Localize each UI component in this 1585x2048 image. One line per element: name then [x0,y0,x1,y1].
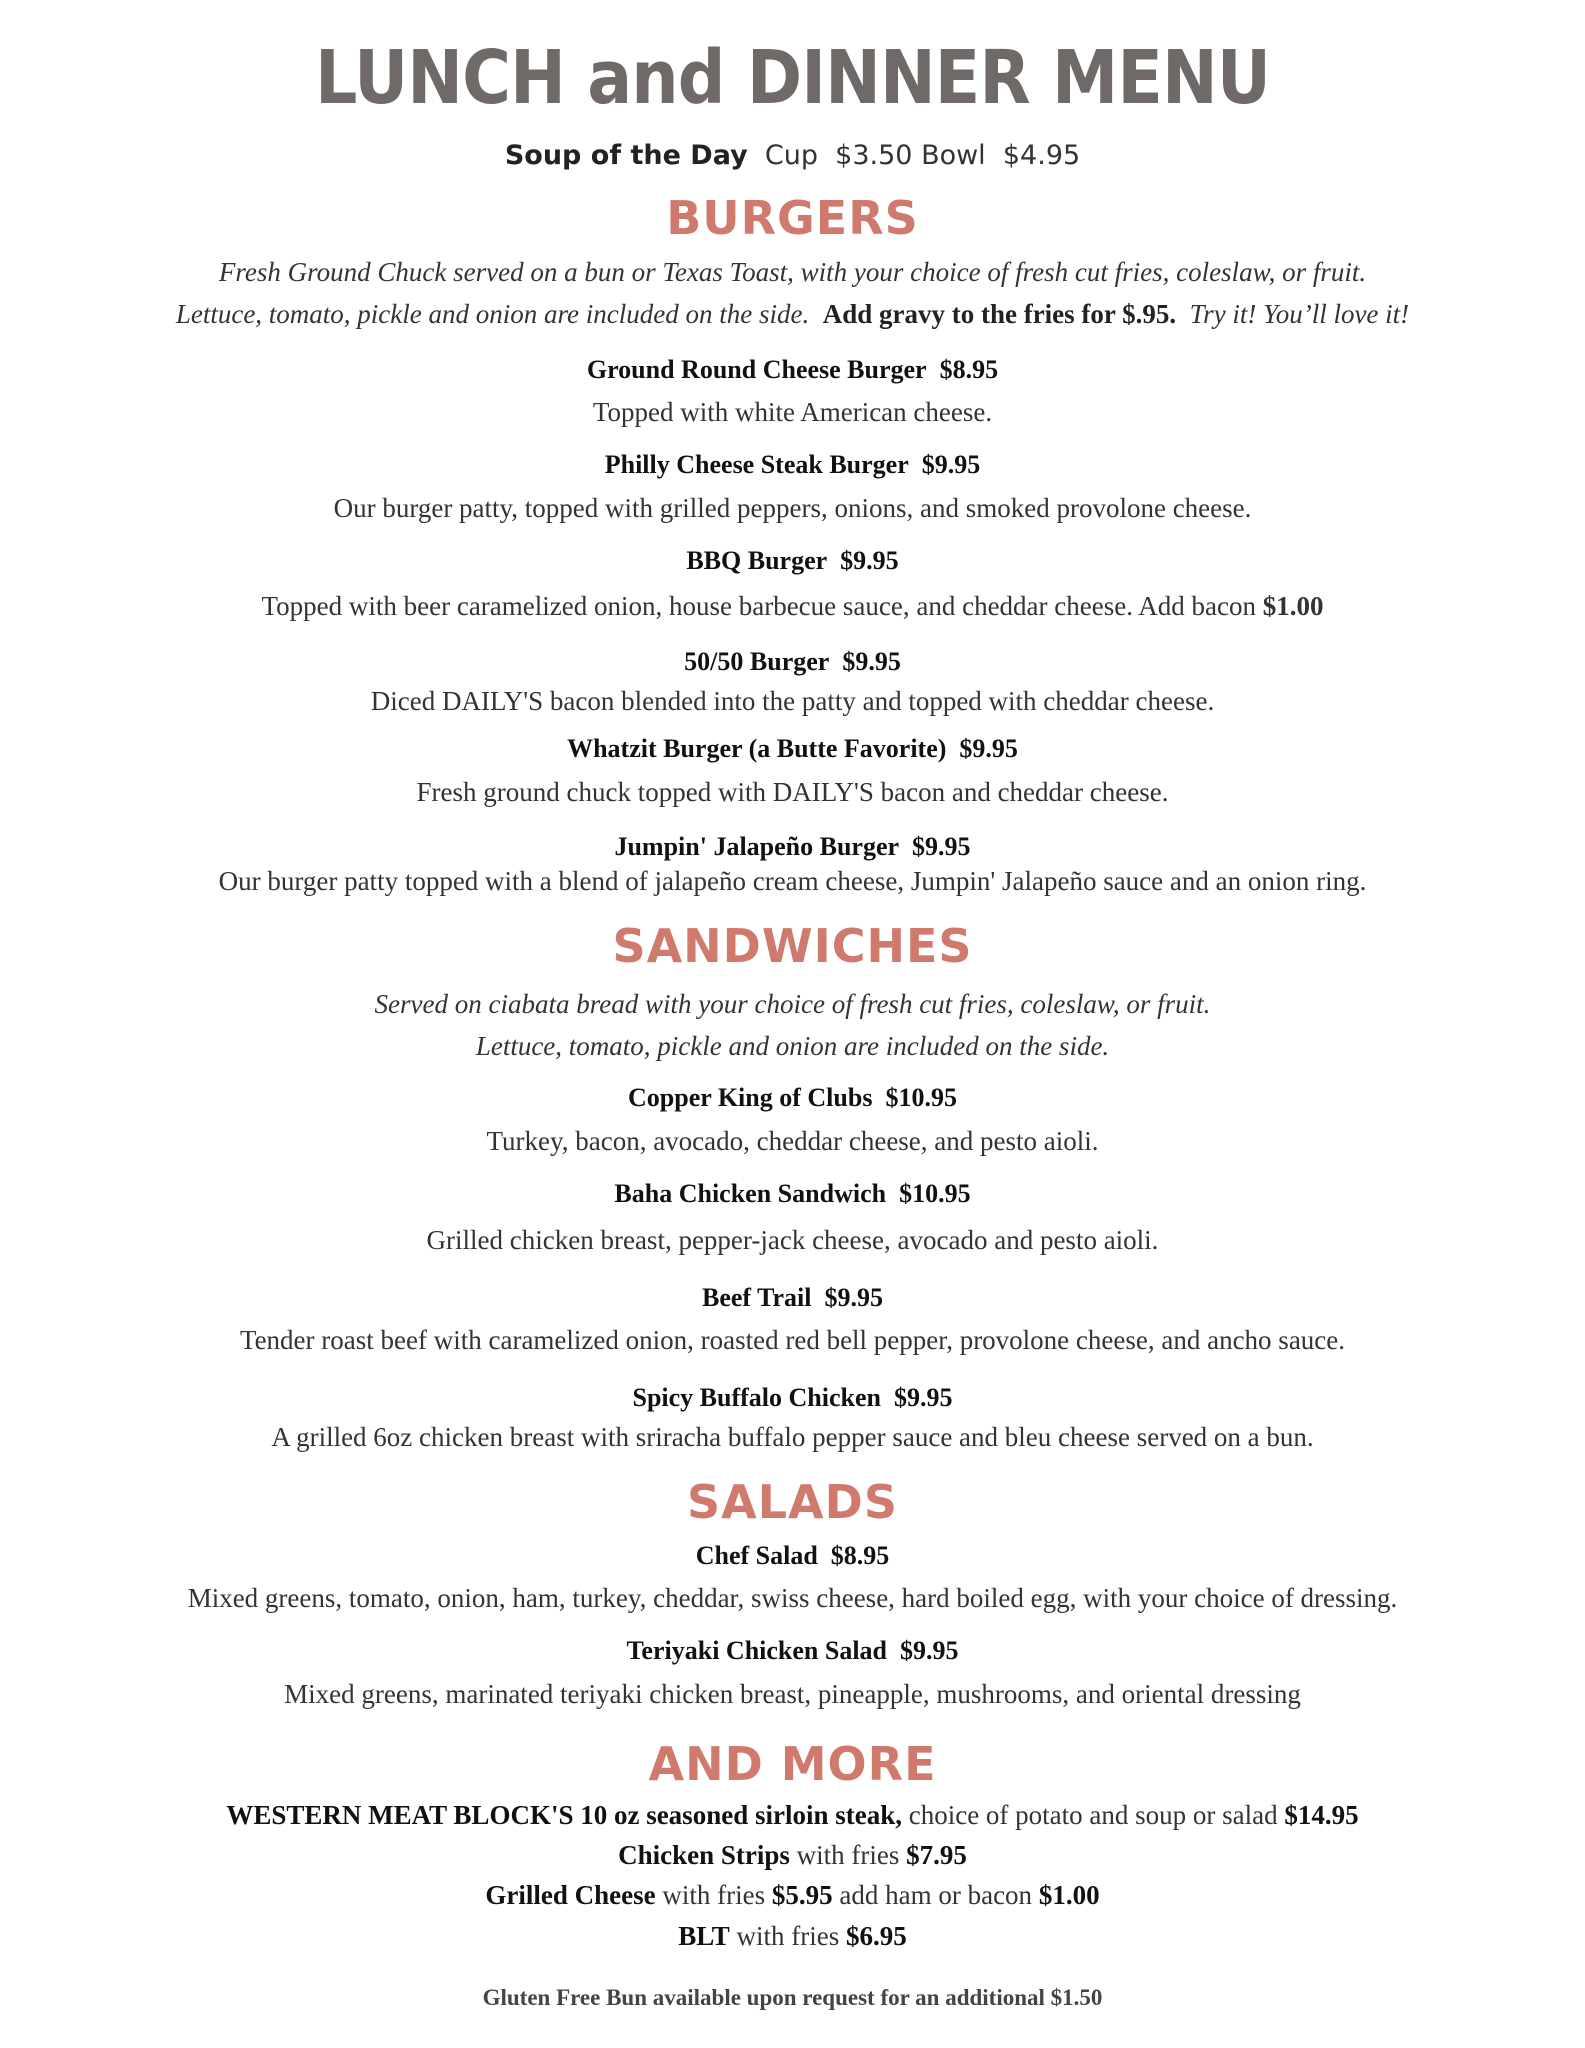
menu-item-desc: A grilled 6oz chicken breast with sriracha buffalo pepper sauce and bleu cheese served on a bun. [271,1422,1314,1452]
soup-label: Soup of the Day [504,140,748,171]
grilled-price: $5.95 [771,1880,833,1910]
burgers-intro-line1: Fresh Ground Chuck served on a bun or Texas Toast, with your choice of fresh cut fries, coleslaw, or fruit. [218,257,1367,287]
blt-desc: with fries [736,1921,840,1951]
soup-cup-label: Cup [764,140,818,171]
menu-item-name [0,543,1585,579]
menu-item-name [0,1280,1585,1316]
item-desc-text: Topped with beer caramelized onion, house barbecue sauce, and cheddar cheese. Add bacon [261,591,1256,621]
grilled-add: add ham or bacon [839,1880,1033,1910]
item-name: Baha Chicken Sandwich [614,1179,887,1208]
strips-name: Chicken Strips [618,1840,790,1870]
soup-of-the-day [0,138,1585,174]
and-more-heading: AND MORE [648,1737,937,1791]
item-name: Copper King of Clubs [628,1083,873,1112]
menu-item-desc: Mixed greens, marinated teriyaki chicken breast, pineapple, mushrooms, and oriental dressing [284,1679,1301,1709]
menu-item-desc: Tender roast beef with caramelized onion, roasted red bell pepper, provolone cheese, and ancho sauce. [239,1325,1346,1355]
item-name: BBQ Burger [686,546,828,575]
item-price: $9.95 [824,1283,883,1312]
menu-item-name [0,1080,1585,1116]
item-name: Teriyaki Chicken Salad [626,1636,888,1665]
item-price: $9.95 [840,546,899,575]
menu-item-name [0,1538,1585,1574]
menu-item-desc: Fresh ground chuck topped with DAILY'S bacon and cheddar cheese. [416,777,1169,807]
item-price: $9.95 [959,734,1018,763]
item-price: $9.95 [894,1383,953,1412]
menu-item-name [0,1633,1585,1669]
item-price: $8.95 [939,355,999,384]
item-price: $10.95 [899,1179,971,1208]
burgers-intro-tryit: Try it! You’ll love it! [1189,299,1410,329]
soup-cup-price: $3.50 [835,140,913,171]
add-bacon-price: $1.00 [1262,591,1324,621]
menu-item-desc: Our burger patty topped with a blend of jalapeño cream cheese, Jumpin' Jalapeño sauce and an onion ring. [218,866,1367,896]
item-name: Jumpin' Jalapeño Burger [614,832,900,861]
grilled-cheese-line [0,1877,1585,1913]
menu-item-name [0,829,1585,865]
blt-line [0,1918,1585,1954]
steak-name: WESTERN MEAT BLOCK'S 10 oz seasoned sirloin steak, [226,1800,902,1830]
soup-bowl-price: $4.95 [1002,140,1081,171]
menu-item-name [0,1380,1585,1416]
item-name: Beef Trail [701,1283,812,1312]
blt-price: $6.95 [846,1921,907,1951]
blt-name: BLT [678,1921,730,1951]
item-price: $9.95 [842,647,901,676]
soup-bowl-label: Bowl [921,140,986,171]
menu-item-desc: Mixed greens, tomato, onion, ham, turkey, cheddar, swiss cheese, hard boiled egg, with your choice of dressing. [187,1583,1398,1613]
sandwiches-intro-line1: Served on ciabata bread with your choice of fresh cut fries, coleslaw, or fruit. [374,989,1211,1019]
menu-item-desc: Turkey, bacon, avocado, cheddar cheese, and pesto aioli. [486,1126,1099,1156]
item-name: Philly Cheese Steak Burger [604,450,909,479]
item-price: $9.95 [921,450,981,479]
page-title: LUNCH and DINNER MENU [314,35,1271,121]
menu-item-name [0,447,1585,483]
strips-desc: with fries [796,1840,900,1870]
burgers-heading: BURGERS [666,191,919,245]
salads-heading: SALADS [687,1475,898,1529]
menu-item-name [0,644,1585,680]
item-name: Whatzit Burger (a Butte Favorite) [567,734,947,763]
item-name: Chef Salad [695,1541,818,1570]
item-name: Spicy Buffalo Chicken [632,1383,881,1412]
sandwiches-heading: SANDWICHES [612,919,973,973]
grilled-name: Grilled Cheese [485,1880,656,1910]
grilled-add-price: $1.00 [1038,1880,1100,1910]
gluten-free-note: Gluten Free Bun available upon request for an additional $1.50 [482,1985,1103,2010]
strips-price: $7.95 [906,1840,967,1870]
menu-item-name [0,352,1585,388]
burgers-intro-line2 [0,296,1585,332]
menu-item-desc: Diced DAILY'S bacon blended into the patty and topped with cheddar cheese. [370,686,1215,716]
item-price: $9.95 [900,1636,959,1665]
menu-item-desc: Topped with white American cheese. [592,397,993,427]
menu-item-name [0,731,1585,767]
menu-item-desc: Our burger patty, topped with grilled peppers, onions, and smoked provolone cheese. [333,493,1252,523]
grilled-desc: with fries [662,1880,766,1910]
sandwiches-intro-line2: Lettuce, tomato, pickle and onion are included on the side. [475,1031,1110,1061]
chicken-strips-line [0,1837,1585,1873]
steak-price: $14.95 [1284,1800,1359,1830]
menu-item-name [0,1176,1585,1212]
item-name: 50/50 Burger [684,647,830,676]
item-price: $10.95 [885,1083,957,1112]
steak-line [0,1797,1585,1833]
menu-item-desc [0,588,1585,624]
item-name: Ground Round Cheese Burger [586,355,927,384]
burgers-intro-side: Lettuce, tomato, pickle and onion are included on the side. [175,299,810,329]
burgers-intro-gravy: Add gravy to the fries for $.95. [822,299,1177,329]
item-price: $8.95 [830,1541,890,1570]
steak-desc: choice of potato and soup or salad [908,1800,1278,1830]
menu-item-desc: Grilled chicken breast, pepper-jack cheese, avocado and pesto aioli. [426,1225,1159,1255]
item-price: $9.95 [912,832,971,861]
